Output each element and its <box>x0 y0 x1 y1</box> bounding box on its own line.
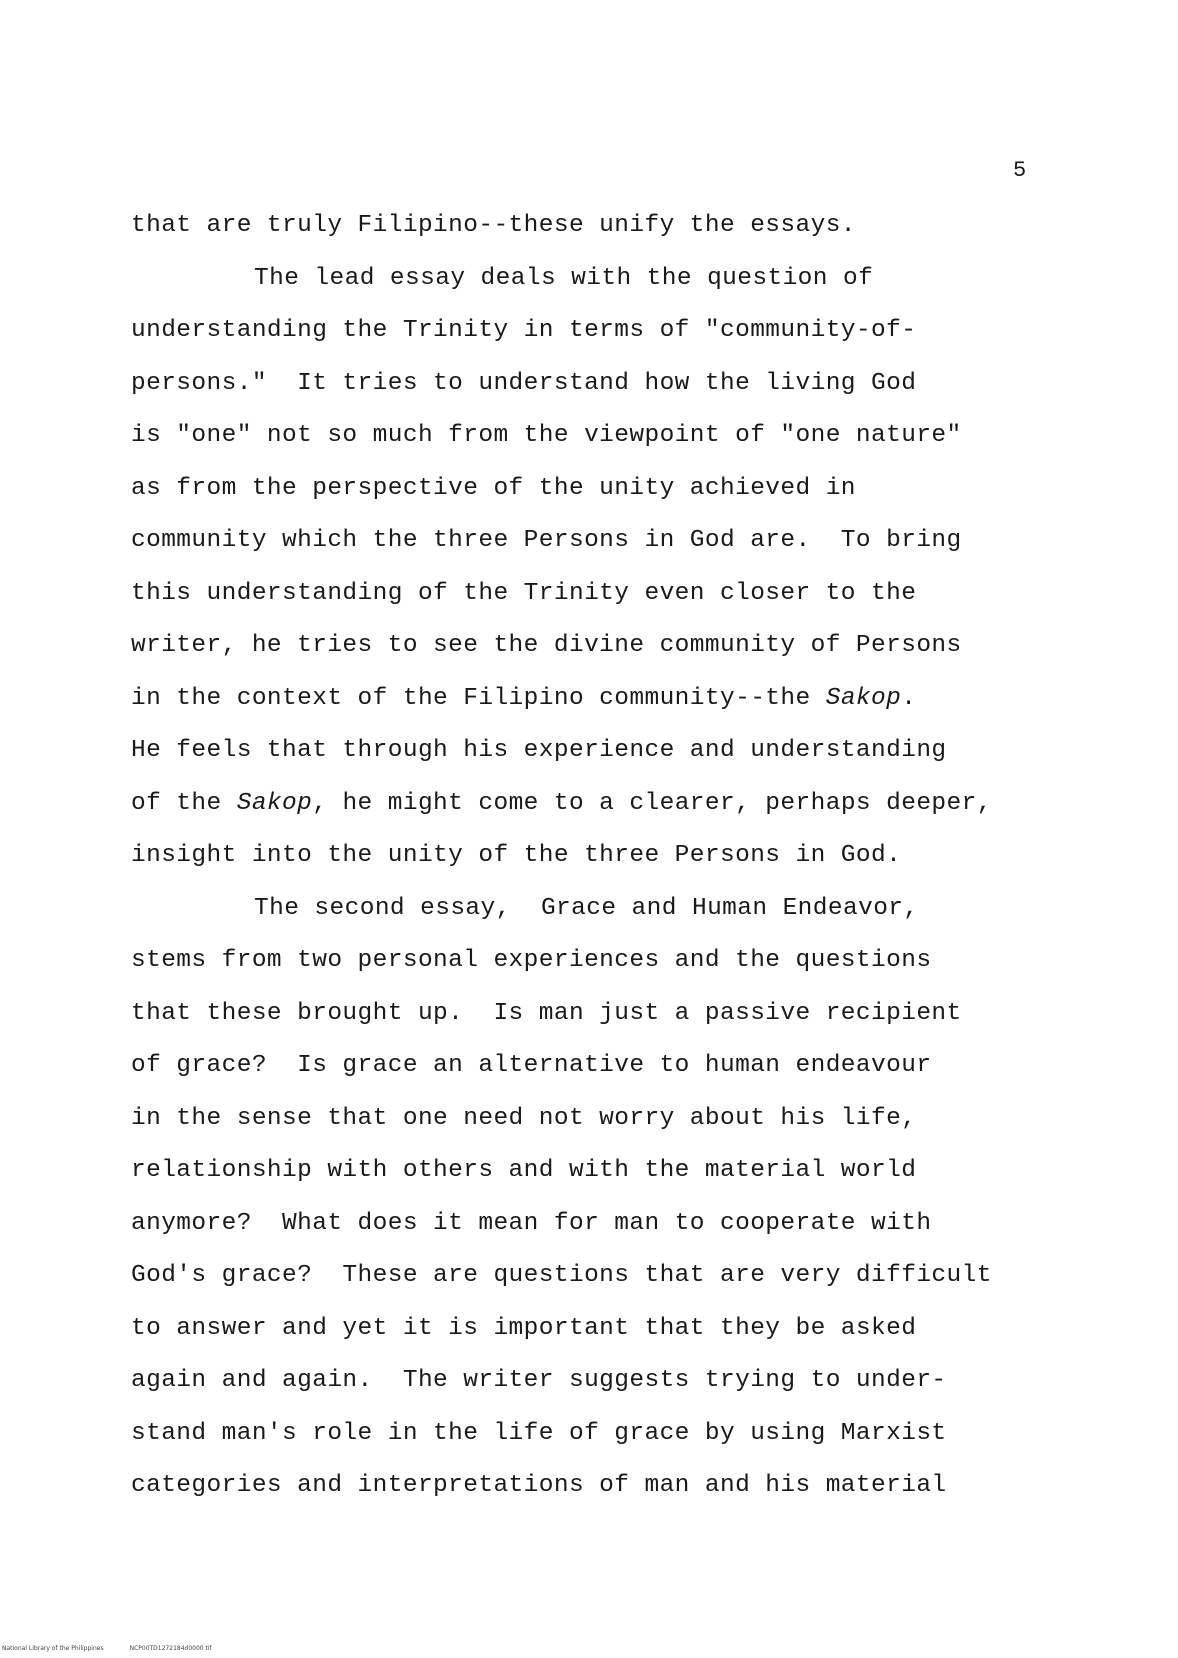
text-line: categories and interpretations of man and his material <box>131 1472 947 1499</box>
page-number: 5 <box>1013 158 1027 183</box>
text-line: writer, he tries to see the divine community of Persons <box>131 632 962 659</box>
text-line: is "one" not so much from the viewpoint of "one nature" <box>131 422 962 449</box>
text-line: stems from two personal experiences and the questions <box>131 947 932 974</box>
text-line: understanding the Trinity in terms of "community-of- <box>131 317 917 344</box>
scan-footer <box>2 1645 238 1652</box>
text-line-end: . <box>901 684 917 712</box>
library-credit: National Library of the Philippines <box>2 1645 104 1652</box>
text-line-paragraph-start: The lead essay deals with the question of <box>254 264 874 292</box>
text-line: stand man's role in the life of grace by using Marxist <box>131 1419 947 1447</box>
text-line: as from the perspective of the unity achieved in <box>131 474 856 502</box>
text-line <box>131 778 1091 831</box>
text-line: again and again. The writer suggests trying to under- <box>131 1367 947 1394</box>
text-line: to answer and yet it is important that they be asked <box>131 1314 917 1342</box>
text-line: that these brought up. Is man just a passive recipient <box>131 999 962 1027</box>
text-line-end: , he might come to a clearer, perhaps deeper, <box>312 789 992 817</box>
text-line: community which the three Persons in God are. To bring <box>131 527 962 554</box>
italic-term-sakop: Sakop <box>825 684 902 712</box>
text-line: of grace? Is grace an alternative to human endeavour <box>131 1052 932 1079</box>
text-line: persons." It tries to understand how the living God <box>131 369 917 397</box>
text-line-paragraph-start: The second essay, Grace and Human Endeavor, <box>254 894 919 922</box>
text-line: this understanding of the Trinity even closer to the <box>131 579 917 607</box>
text-line: that are truly Filipino--these unify the essays. <box>131 212 856 239</box>
text-line: God's grace? These are questions that are very difficult <box>131 1262 992 1289</box>
scan-code: NCP00TD1272184d0000 tif <box>129 1645 212 1652</box>
text-line-start: of the <box>131 789 237 817</box>
document-body <box>131 200 1091 1513</box>
text-line <box>131 673 1091 726</box>
text-line: insight into the unity of the three Persons in God. <box>131 842 902 869</box>
text-line: anymore? What does it mean for man to cooperate with <box>131 1209 932 1237</box>
text-line: in the sense that one need not worry about his life, <box>131 1104 917 1132</box>
text-line-start: in the context of the Filipino community--the <box>131 684 826 712</box>
text-line: relationship with others and with the material world <box>131 1157 917 1184</box>
italic-term-sakop: Sakop <box>236 789 313 817</box>
text-line: He feels that through his experience and understanding <box>131 737 947 764</box>
